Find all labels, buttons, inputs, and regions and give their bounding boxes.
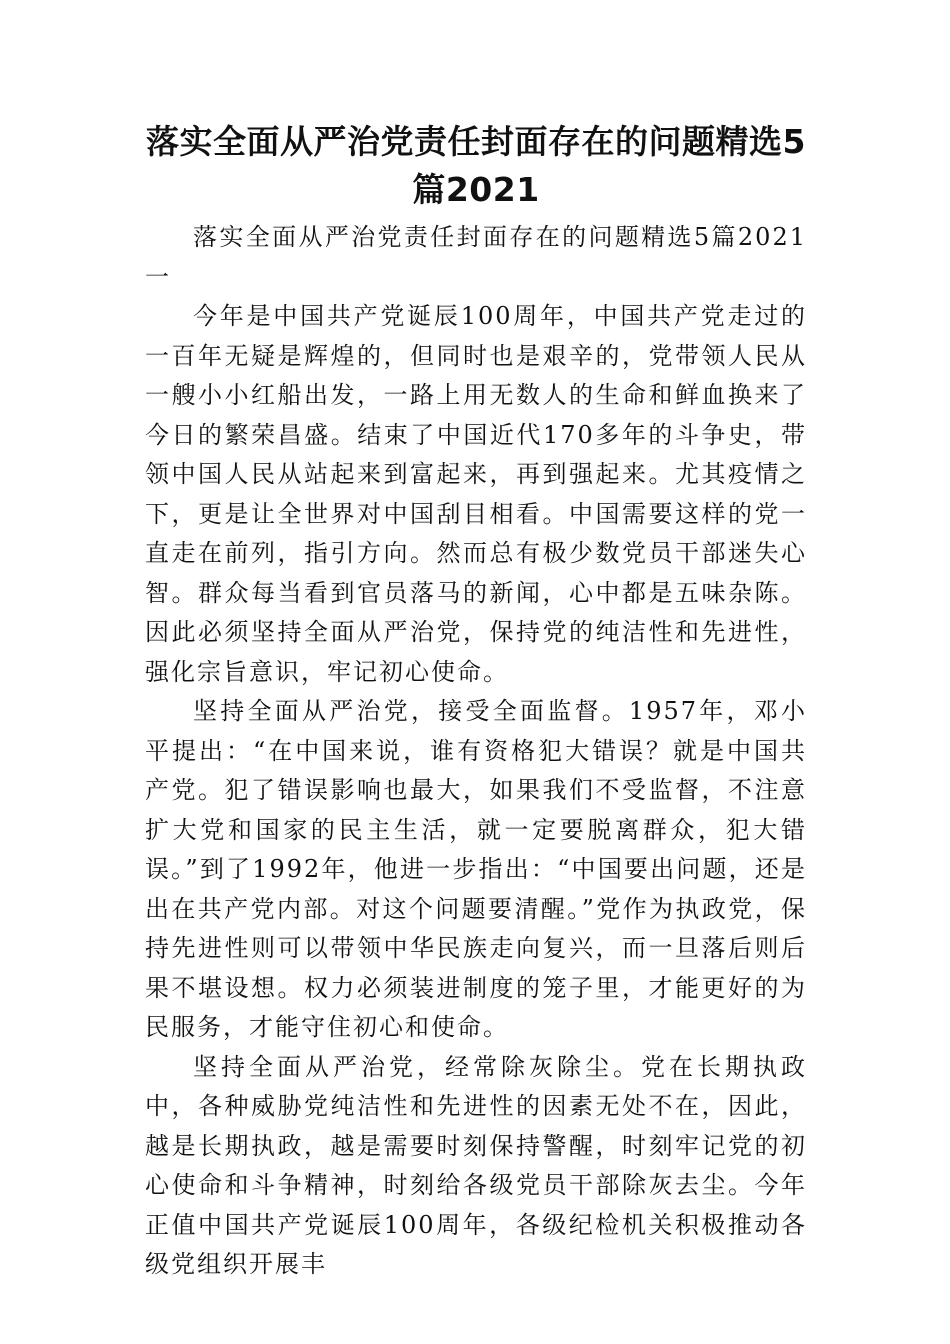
- paragraph-2: 坚持全面从严治党，接受全面监督。1957年，邓小平提出：“在中国来说，谁有资格犯大错误？就是中国共产党。犯了错误影响也最大，如果我们不受监督，不注意扩大党和国家的民主生活，就一定要脱离群众，犯大错误。”到了1992年，他进一步指出：“中国要出问题，还是出在共产党内部。对这个问题要清醒。”党作为执政党，保持先进性则可以带领中华民族走向复兴，而一旦落后则后果不堪设想。权力必须装进制度的笼子里，才能更好的为民服务，才能守住初心和使命。: [145, 697, 807, 1041]
- document-page: [145, 118, 807, 1285]
- paragraph-subtitle: 落实全面从严治党责任封面存在的问题精选5篇2021一: [145, 223, 807, 291]
- paragraph-1: 今年是中国共产党诞辰100周年，中国共产党走过的一百年无疑是辉煌的，但同时也是艰辛的，党带领人民从一艘小小红船出发，一路上用无数人的生命和鲜血换来了今日的繁荣昌盛。结束了中国近代170多年的斗争史，带领中国人民从站起来到富起来，再到强起来。尤其疫情之下，更是让全世界对中国刮目相看。中国需要这样的党一直走在前列，指引方向。然而总有极少数党员干部迷失心智。群众每当看到官员落马的新闻，心中都是五味杂陈。因此必须坚持全面从严治党，保持党的纯洁性和先进性，强化宗旨意识，牢记初心使命。: [145, 302, 807, 686]
- document-title: 落实全面从严治党责任封面存在的问题精选5篇2021: [146, 122, 806, 209]
- paragraph-3: 坚持全面从严治党，经常除灰除尘。党在长期执政中，各种威胁党纯洁性和先进性的因素无处不在，因此，越是长期执政，越是需要时刻保持警醒，时刻牢记党的初心使命和斗争精神，时刻给各级党员干部除灰去尘。今年正值中国共产党诞辰100周年，各级纪检机关积极推动各级党组织开展丰: [145, 1052, 807, 1278]
